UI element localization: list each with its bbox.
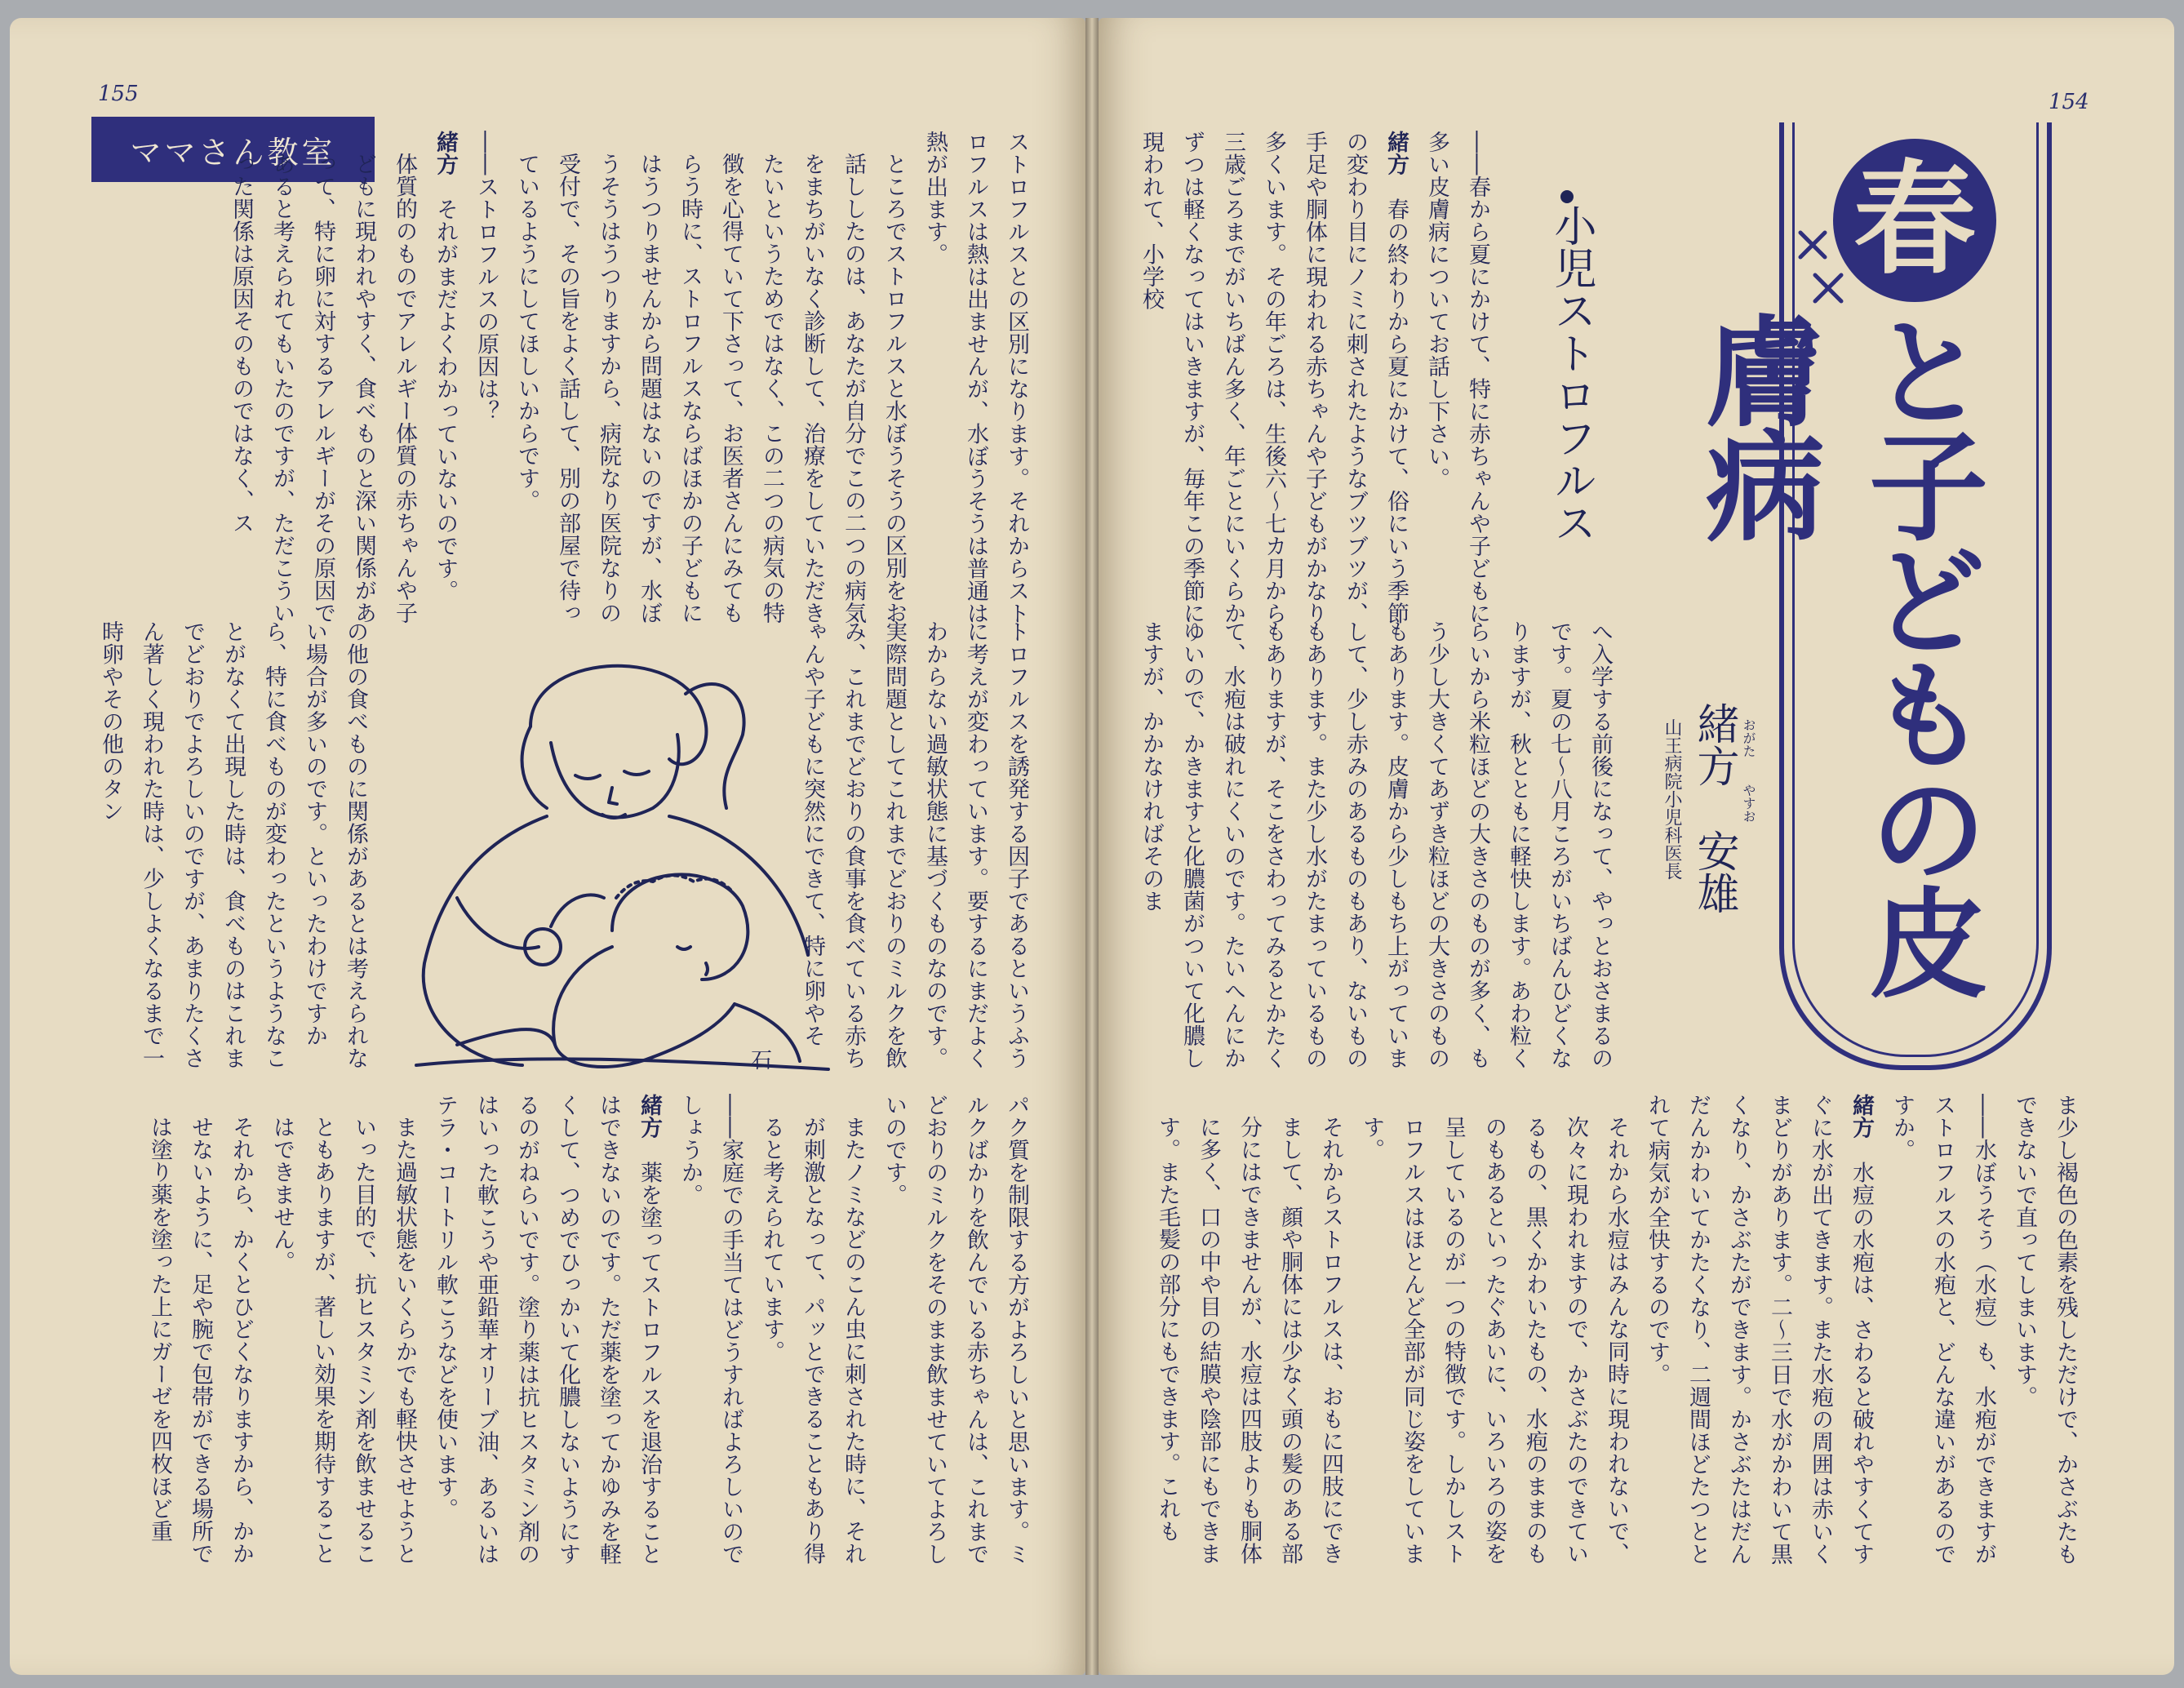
body-paragraph: それから、かくとひどくなりますから、かかせないように、足や腕で包帯ができる場所では塗り薬を塗った上にガーゼを四枚ほど重 xyxy=(147,1116,254,1565)
article-title: と子どもの皮膚病 xyxy=(1685,310,1987,996)
body-paragraph: ま少し褐色の色素を残しただけで、かさぶたもできないで直ってしまいます。 xyxy=(2012,1094,2078,1566)
question-paragraph: ――家庭での手当てはどうすればよろしいのでしょうか。 xyxy=(677,1094,744,1566)
author-furigana: おがた やすお xyxy=(1741,718,1756,823)
right-upper-text xyxy=(1139,131,1498,629)
title-first-char: 春 xyxy=(1833,139,1996,302)
speaker-label: 緒方 xyxy=(433,131,458,175)
series-label: ママさん教室 xyxy=(91,117,375,182)
spine-gutter xyxy=(1085,18,1099,1675)
left-lower-text xyxy=(106,1094,1037,1567)
mother-baby-illustration xyxy=(408,620,832,1077)
body-paragraph: 体質的のものでアレルギー体質の赤ちゃんや子どもに現われやすく、食べものと深い関係があって、特に卵に対するアレルギーがその原因であると考えられてもいたのですが、ただこういった関係は原因そのものではなく、ス xyxy=(229,153,417,624)
speaker-label: 緒方 xyxy=(1849,1094,1874,1139)
body-paragraph: また過敏状態をいくらかでも軽快させようといった目的で、抗ヒスタミン剤を飲ませることもありますが、著しい効果を期待することはできません。 xyxy=(269,1116,417,1565)
answer-paragraph: 春の終わりから夏にかけて、俗にいう季節の変わり目にノミに刺されたようなブツブツが、手足や胴体に現われる赤ちゃんや子どもがかなり多くいます。その年ごろは、生後六～七カ月から三歳ごろまでがいちばん多く、年ごとにいくらかずつは軽くなってはいきますが、毎年この季節に現われて、小学校 xyxy=(1139,131,1409,624)
right-middle-text xyxy=(1139,620,1620,1077)
question-paragraph: ――春から夏にかけて、特に赤ちゃんや子どもに多い皮膚病についてお話し下さい。 xyxy=(1424,131,1490,624)
body-paragraph: へ入学する前後になって、やっとおさまるのです。夏の七～八月ころがいちばんひどくなりますが、秋とともに軽快します。あわ粒くらいから米粒ほどの大きさのものが多く、もう少し大きくてあずき粒ほどの大きさのものもあります。皮膚から少しもち上がっていまして、少し赤みのあるものもあり、ないものもあります。また少し水がたまっているものもありますが、そこをさわってみるとかたくて、水疱は破れにくいのです。たいへんにかゆいので、かきますと化膿菌がついて化膿しますが、かかなければそのま xyxy=(1139,620,1613,1069)
subhead-bullet-icon xyxy=(1560,190,1574,203)
body-paragraph: それからストロフルスは、おもに四肢にできまして、顔や胴体には少なく頭の髪のある部分にはできませんが、水痘は四肢よりも胴体に多く、口の中や目の結膜や陰部にもできます。また毛髪の部分にもできます。これも xyxy=(1155,1116,1343,1565)
sparkle-decoration-icon xyxy=(1792,224,1849,314)
question-paragraph: ――ストロフルスの原因は？ xyxy=(473,131,499,423)
left-page-number: 155 xyxy=(98,82,139,106)
speaker-label: 緒方 xyxy=(1383,131,1409,175)
right-page-number: 154 xyxy=(2049,90,2089,114)
body-paragraph: の他の食べものに関係があるとは考えられない場合が多いのです。といったわけですから、特に食べものが変わったというようなことがなくて出現した時は、食べものはこれまでどおりでよろしいのですが、あまりたくさん著しく現われた時は、少しよくなるまで一時卵やその他のタン xyxy=(98,620,368,1069)
speaker-label: 緒方 xyxy=(637,1094,662,1139)
question-paragraph: ――水ぼうそう（水痘）も、水疱ができますがストロフルスの水疱と、どんな違いがあるのですか。 xyxy=(1889,1094,1996,1566)
left-middle-left-text xyxy=(98,620,375,1077)
author-name: 緒方 安雄 xyxy=(1689,702,1738,914)
left-middle-right-text xyxy=(800,620,1037,1077)
body-paragraph: またノミなどのこん虫に刺された時に、それが刺激となって、パッとできることもあり得ると考えられています。 xyxy=(759,1116,866,1565)
author-affiliation: 山王病院小児科医長 xyxy=(1662,718,1682,880)
right-lower-text xyxy=(1155,1094,2085,1567)
body-paragraph: ところでストロフルスと水ぼうそうの区別をお話ししたのは、あなたが自分でこの二つの病気をまちがいなく診断して、治療をしていただきたいというためではなく、この二つの病気の特徴を心得ていて下さって、お医者さんにみてもらう時に、ストロフルスならばほかの子どもにはうつりませんから問題はないのですが、水ぼうそうはうつりますから、病院なり医院なりの受付で、その旨をよく話して、別の部屋で待っているようにしてほしいからです。 xyxy=(514,153,907,624)
section-subhead: 小児ストロフルス xyxy=(1547,204,1596,544)
body-paragraph: それから水痘はみんな同時に現われないで、次々に現われますので、かさぶたのできているもの、黒くかわいたもの、水疱のままのものもあるといったぐあいに、いろいろの姿を呈しているのが一つの特徴です。しかしストロフルスはほとんど全部が同じ姿をしています。 xyxy=(1359,1116,1629,1565)
body-paragraph: パク質を制限する方がよろしいと思います。ミルクばかりを飲んでいる赤ちゃんは、これまでどおりのミルクをそのまま飲ませていてよろしいのです。 xyxy=(881,1094,1029,1566)
body-paragraph: ストロフルスとの区別になります。それからストロフルスは熱は出ませんが、水ぼうそうは普通は熱が出ます。 xyxy=(922,131,1029,624)
answer-paragraph: それがまだよくわかっていないのです。 xyxy=(433,198,458,602)
answer-paragraph: 水痘の水疱は、さわると破れやすくてすぐに水が出てきます。また水疱の周囲は赤いくまどりがあります。二～三日で水がかわいて黒くなり、かさぶたができます。かさぶたはだんだんかわいてかたくなり、二週間ほどたつととれて病気が全快するのです。 xyxy=(1645,1094,1874,1566)
answer-paragraph: 薬を塗ってストロフルスを退治することはできないのです。ただ薬を塗ってかゆみを軽くして、つめでひっかいて化膿しないようにするのがねらいです。塗り薬は抗ヒスタミン剤のはいった軟こうや亜鉛華オリーブ油、あるいはテラ・コートリル軟こうなどを使います。 xyxy=(433,1094,662,1566)
body-paragraph: トロフルスを誘発する因子であるというふうに考えが変わっています。要するにまだよくわからない過敏状態に基づくものなのです。実際問題としてこれまでどおりのミルクを飲み、これまでどおりの食事を食べている赤ちゃんや子どもに突然にできて、特に卵やそ xyxy=(800,620,1029,1069)
illustration-signature: 石 xyxy=(751,1049,773,1073)
left-upper-text xyxy=(106,131,1037,629)
